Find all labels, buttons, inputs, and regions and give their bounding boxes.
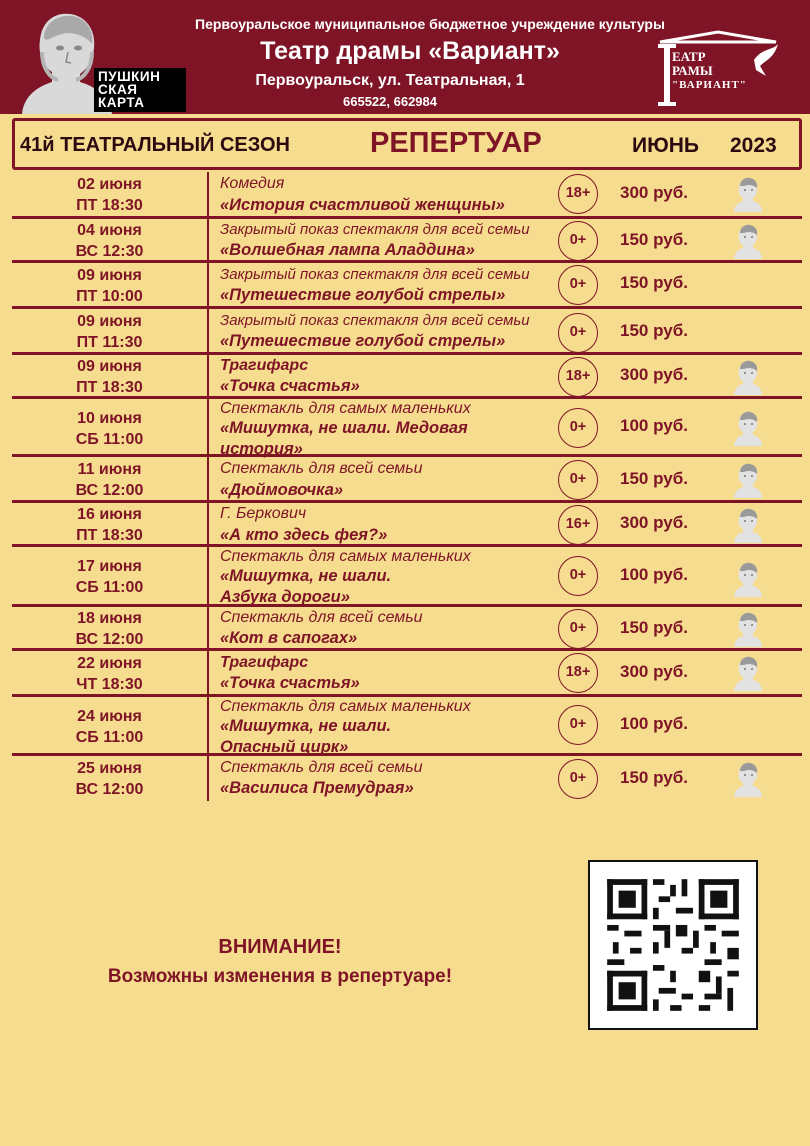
show-title: «Точка счастья»: [220, 674, 360, 692]
age-rating-badge: 16+: [558, 505, 598, 545]
show-price: 150 руб.: [620, 273, 688, 292]
repertoire-title: РЕПЕРТУАР: [370, 127, 542, 159]
age-rating-badge: 18+: [558, 357, 598, 397]
show-price: 300 руб.: [620, 513, 688, 532]
show-title: «А кто здесь фея?»: [220, 526, 388, 544]
show-price: 100 руб.: [620, 565, 688, 584]
show-genre: Закрытый показ спектакля для всей семьи: [220, 312, 530, 329]
month-label: ИЮНЬ: [632, 134, 700, 157]
show-title: «Кот в сапогах»: [220, 629, 358, 647]
show-date: 02 июня ПТ 18:30: [76, 176, 143, 214]
header: [0, 0, 810, 114]
show-title: «Мишутка, не шали. Опасный цирк»: [220, 717, 392, 756]
season-label: 41й ТЕАТРАЛЬНЫЙ СЕЗОН: [20, 134, 290, 156]
organization-name: Первоуральское муниципальное бюджетное учреждение культуры: [195, 16, 665, 32]
schedule-row: [12, 604, 802, 648]
show-price: 300 руб.: [620, 662, 688, 681]
pushkin-bust-icon: [730, 655, 766, 691]
schedule-row: [12, 753, 802, 801]
show-genre: Закрытый показ спектакля для всей семьи: [220, 221, 530, 238]
schedule-row: [12, 694, 802, 756]
age-rating-badge: 0+: [558, 265, 598, 305]
schedule-row: [12, 648, 802, 694]
schedule-row: [12, 260, 802, 306]
pushkin-bust-icon: [730, 176, 766, 212]
pushkin-card-logo: ПУШКИН СКАЯ КАРТА: [94, 68, 186, 112]
age-rating-badge: 18+: [558, 174, 598, 214]
show-date: 04 июня ВС 12:30: [75, 222, 144, 260]
show-title: «Василиса Премудрая»: [220, 779, 414, 797]
show-price: 150 руб.: [620, 618, 688, 637]
show-title: «Дюймовочка»: [220, 481, 344, 499]
show-date: 24 июня СБ 11:00: [75, 708, 144, 746]
show-genre: Закрытый показ спектакля для всей семьи: [220, 266, 530, 283]
show-title: «Волшебная лампа Аладдина»: [220, 241, 475, 259]
show-title: «Путешествие голубой стрелы»: [220, 286, 506, 304]
show-genre: Спектакль для всей семьи: [220, 460, 423, 477]
pushkin-bust-icon: [730, 761, 766, 797]
show-price: 150 руб.: [620, 768, 688, 787]
age-rating-badge: 0+: [558, 313, 598, 353]
show-price: 300 руб.: [620, 183, 688, 202]
show-price: 100 руб.: [620, 416, 688, 435]
show-title: «Путешествие голубой стрелы»: [220, 332, 506, 350]
show-price: 100 руб.: [620, 714, 688, 733]
show-date: 09 июня ПТ 10:00: [76, 267, 143, 305]
show-title: «История счастливой женщины»: [220, 196, 505, 214]
show-genre: Спектакль для всей семьи: [220, 759, 423, 776]
age-rating-badge: 0+: [558, 460, 598, 500]
show-date: 09 июня ПТ 18:30: [76, 358, 143, 396]
qr-code[interactable]: [588, 860, 758, 1030]
schedule-row: [12, 396, 802, 458]
address: Первоуральск, ул. Театральная, 1: [255, 72, 525, 89]
theatre-name: Театр драмы «Вариант»: [260, 37, 560, 65]
show-date: 11 июня ВС 12:00: [75, 461, 144, 499]
pushkin-bust-icon: [730, 462, 766, 498]
show-title: «Мишутка, не шали. Азбука дороги»: [220, 567, 392, 606]
pushkin-bust-icon: [730, 507, 766, 543]
schedule-row: [12, 352, 802, 396]
show-date: 09 июня ПТ 11:30: [76, 313, 143, 351]
pushkin-bust-icon: [730, 359, 766, 395]
notice-title: ВНИМАНИЕ!: [218, 936, 342, 958]
show-title: «Мишутка, не шали. Медовая история»: [220, 419, 468, 458]
age-rating-badge: 0+: [558, 609, 598, 649]
show-price: 150 руб.: [620, 469, 688, 488]
age-rating-badge: 0+: [558, 759, 598, 799]
pushkin-bust-icon: [730, 223, 766, 259]
show-genre: Спектакль для всей семьи: [220, 609, 423, 626]
age-rating-badge: 0+: [558, 705, 598, 745]
pushkin-bust-icon: [730, 410, 766, 446]
schedule-row: [12, 500, 802, 544]
age-rating-badge: 0+: [558, 408, 598, 448]
schedule-row: [12, 216, 802, 260]
show-genre: Трагифарс: [220, 357, 309, 374]
pushkin-bust-icon: [730, 611, 766, 647]
show-date: 18 июня ВС 12:00: [75, 610, 144, 648]
schedule-table: [12, 172, 802, 801]
qr-code-icon: [590, 862, 756, 1028]
year-label: 2023: [730, 134, 777, 157]
schedule-row: [12, 172, 802, 216]
show-genre: Г. Беркович: [220, 505, 307, 522]
age-rating-badge: 18+: [558, 653, 598, 693]
show-date: 16 июня ПТ 18:30: [76, 506, 143, 544]
schedule-row: [12, 544, 802, 604]
phones: 665522, 662984: [343, 94, 437, 109]
show-genre: Спектакль для самых маленьких: [220, 548, 471, 565]
show-genre: Комедия: [220, 175, 285, 192]
show-title: «Точка счастья»: [220, 377, 360, 395]
schedule-row: [12, 306, 802, 352]
notice-text: Возможны изменения в репертуаре!: [107, 966, 453, 987]
show-date: 17 июня СБ 11:00: [75, 558, 144, 596]
show-price: 300 руб.: [620, 365, 688, 384]
pushkin-bust-icon: [730, 561, 766, 597]
age-rating-badge: 0+: [558, 556, 598, 596]
show-date: 25 июня ВС 12:00: [75, 760, 144, 798]
show-date: 10 июня СБ 11:00: [75, 410, 144, 448]
show-genre: Спектакль для самых маленьких: [220, 400, 471, 417]
age-rating-badge: 0+: [558, 221, 598, 261]
show-genre: Спектакль для самых маленьких: [220, 698, 471, 715]
show-genre: Трагифарс: [220, 654, 309, 671]
notice: [40, 934, 520, 990]
show-price: 150 руб.: [620, 230, 688, 249]
show-price: 150 руб.: [620, 321, 688, 340]
show-date: 22 июня ЧТ 18:30: [76, 655, 143, 693]
theatre-logo-text: ЕАТР РАМЫ "ВАРИАНТ": [672, 49, 747, 91]
schedule-row: [12, 454, 802, 500]
